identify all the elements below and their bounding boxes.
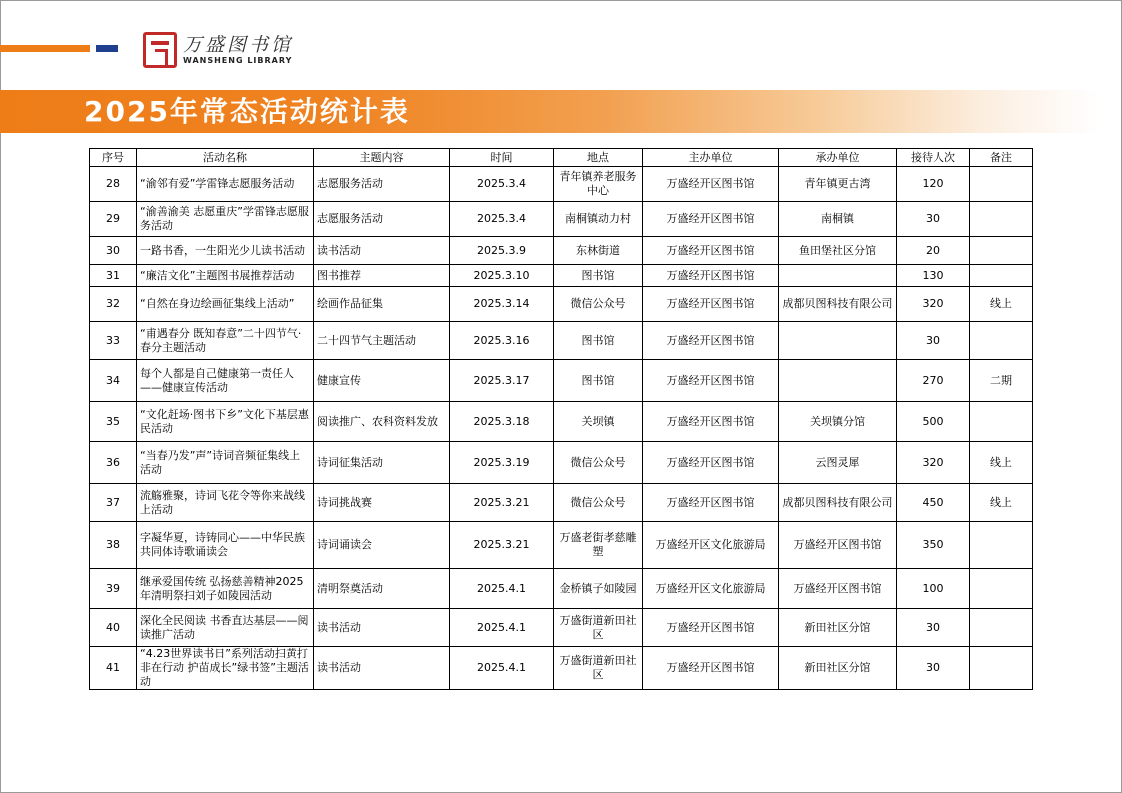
- cell-host: 万盛经开区图书馆: [643, 237, 779, 265]
- cell-host: 万盛经开区图书馆: [643, 287, 779, 322]
- cell-note: [970, 402, 1033, 442]
- cell-theme: 读书活动: [314, 237, 450, 265]
- table-row: [90, 442, 1033, 484]
- cell-organizer: [779, 265, 897, 287]
- cell-no: 39: [90, 569, 137, 609]
- cell-name: “当春乃发”声”诗词音频征集线上活动: [137, 442, 314, 484]
- cell-name: “甫遇春分 既知春意”二十四节气·春分主题活动: [137, 322, 314, 360]
- cell-visitors: 270: [897, 360, 970, 402]
- cell-no: 31: [90, 265, 137, 287]
- cell-visitors: 320: [897, 287, 970, 322]
- cell-note: 线上: [970, 442, 1033, 484]
- header-theme: 主题内容: [314, 149, 450, 167]
- cell-note: 二期: [970, 360, 1033, 402]
- cell-theme: 读书活动: [314, 609, 450, 647]
- cell-no: 29: [90, 202, 137, 237]
- cell-date: 2025.3.19: [450, 442, 554, 484]
- cell-theme: 二十四节气主题活动: [314, 322, 450, 360]
- cell-name: “文化赶场·图书下乡”文化下基层惠民活动: [137, 402, 314, 442]
- cell-date: 2025.3.4: [450, 202, 554, 237]
- cell-place: 南桐镇动力村: [554, 202, 643, 237]
- cell-theme: 诗词诵读会: [314, 522, 450, 569]
- cell-host: 万盛经开区图书馆: [643, 402, 779, 442]
- cell-place: 万盛街道新田社区: [554, 647, 643, 690]
- activity-stats-table: [89, 148, 1033, 690]
- library-logo: [143, 30, 293, 70]
- header-visitors: 接待人次: [897, 149, 970, 167]
- table-row: [90, 569, 1033, 609]
- cell-place: 图书馆: [554, 360, 643, 402]
- cell-date: 2025.4.1: [450, 647, 554, 690]
- cell-note: [970, 202, 1033, 237]
- cell-visitors: 100: [897, 569, 970, 609]
- library-logo-icon: [143, 32, 177, 68]
- cell-no: 36: [90, 442, 137, 484]
- cell-organizer: 新田社区分馆: [779, 609, 897, 647]
- cell-no: 30: [90, 237, 137, 265]
- table-row: [90, 287, 1033, 322]
- cell-place: 东林街道: [554, 237, 643, 265]
- cell-note: 线上: [970, 287, 1033, 322]
- cell-note: [970, 237, 1033, 265]
- cell-theme: 读书活动: [314, 647, 450, 690]
- cell-name: 继承爱国传统 弘扬慈善精神2025年清明祭扫刘子如陵园活动: [137, 569, 314, 609]
- cell-place: 微信公众号: [554, 484, 643, 522]
- cell-visitors: 130: [897, 265, 970, 287]
- cell-host: 万盛经开区图书馆: [643, 167, 779, 202]
- cell-date: 2025.3.16: [450, 322, 554, 360]
- cell-name: “廉洁文化”主题图书展推荐活动: [137, 265, 314, 287]
- table-row: [90, 202, 1033, 237]
- cell-date: 2025.3.17: [450, 360, 554, 402]
- cell-theme: 诗词挑战赛: [314, 484, 450, 522]
- accent-bar-orange: [0, 45, 90, 52]
- table-row: [90, 237, 1033, 265]
- table-row: [90, 522, 1033, 569]
- cell-organizer: 鱼田堡社区分馆: [779, 237, 897, 265]
- cell-host: 万盛经开区文化旅游局: [643, 522, 779, 569]
- cell-host: 万盛经开区图书馆: [643, 360, 779, 402]
- cell-visitors: 450: [897, 484, 970, 522]
- cell-theme: 阅读推广、农科资料发放: [314, 402, 450, 442]
- cell-organizer: [779, 360, 897, 402]
- cell-theme: 绘画作品征集: [314, 287, 450, 322]
- cell-name: “4.23世界读书日”系列活动扫黄打非在行动 护苗成长”绿书签”主题活动: [137, 647, 314, 690]
- table-row: [90, 609, 1033, 647]
- cell-theme: 健康宣传: [314, 360, 450, 402]
- cell-visitors: 30: [897, 609, 970, 647]
- cell-theme: 志愿服务活动: [314, 167, 450, 202]
- cell-host: 万盛经开区图书馆: [643, 484, 779, 522]
- cell-visitors: 20: [897, 237, 970, 265]
- cell-organizer: 万盛经开区图书馆: [779, 522, 897, 569]
- cell-date: 2025.3.9: [450, 237, 554, 265]
- cell-note: [970, 167, 1033, 202]
- cell-host: 万盛经开区文化旅游局: [643, 569, 779, 609]
- table-row: [90, 265, 1033, 287]
- cell-visitors: 30: [897, 647, 970, 690]
- title-banner: [0, 90, 1100, 133]
- cell-no: 28: [90, 167, 137, 202]
- cell-date: 2025.3.21: [450, 484, 554, 522]
- cell-no: 37: [90, 484, 137, 522]
- cell-note: [970, 569, 1033, 609]
- cell-visitors: 320: [897, 442, 970, 484]
- cell-organizer: 青年镇更古湾: [779, 167, 897, 202]
- table-header-row: [90, 149, 1033, 167]
- cell-place: 图书馆: [554, 322, 643, 360]
- cell-organizer: 新田社区分馆: [779, 647, 897, 690]
- cell-name: 一路书香，一生阳光少儿读书活动: [137, 237, 314, 265]
- cell-visitors: 350: [897, 522, 970, 569]
- cell-place: 关坝镇: [554, 402, 643, 442]
- cell-date: 2025.3.14: [450, 287, 554, 322]
- cell-note: [970, 322, 1033, 360]
- cell-organizer: 万盛经开区图书馆: [779, 569, 897, 609]
- cell-name: 字凝华夏，诗铸同心——中华民族共同体诗歌诵读会: [137, 522, 314, 569]
- cell-visitors: 500: [897, 402, 970, 442]
- cell-date: 2025.3.18: [450, 402, 554, 442]
- cell-theme: 图书推荐: [314, 265, 450, 287]
- cell-date: 2025.3.10: [450, 265, 554, 287]
- cell-organizer: 云图灵犀: [779, 442, 897, 484]
- cell-organizer: 成都贝图科技有限公司: [779, 287, 897, 322]
- table-row: [90, 402, 1033, 442]
- cell-no: 41: [90, 647, 137, 690]
- cell-organizer: [779, 322, 897, 360]
- cell-date: 2025.4.1: [450, 609, 554, 647]
- header-name: 活动名称: [137, 149, 314, 167]
- header-date: 时间: [450, 149, 554, 167]
- cell-date: 2025.3.21: [450, 522, 554, 569]
- header-host: 主办单位: [643, 149, 779, 167]
- header-no: 序号: [90, 149, 137, 167]
- header-place: 地点: [554, 149, 643, 167]
- cell-note: [970, 647, 1033, 690]
- cell-host: 万盛经开区图书馆: [643, 265, 779, 287]
- cell-no: 35: [90, 402, 137, 442]
- cell-visitors: 30: [897, 322, 970, 360]
- cell-place: 微信公众号: [554, 287, 643, 322]
- header-organizer: 承办单位: [779, 149, 897, 167]
- cell-name: 深化全民阅读 书香直达基层——阅读推广活动: [137, 609, 314, 647]
- cell-theme: 志愿服务活动: [314, 202, 450, 237]
- cell-date: 2025.3.4: [450, 167, 554, 202]
- cell-note: [970, 522, 1033, 569]
- cell-no: 32: [90, 287, 137, 322]
- cell-organizer: 关坝镇分馆: [779, 402, 897, 442]
- cell-host: 万盛经开区图书馆: [643, 647, 779, 690]
- cell-visitors: 30: [897, 202, 970, 237]
- cell-place: 金桥镇子如陵园: [554, 569, 643, 609]
- cell-place: 万盛老街孝慈雕塑: [554, 522, 643, 569]
- accent-bar-blue: [96, 45, 118, 52]
- cell-place: 万盛街道新田社区: [554, 609, 643, 647]
- logo-name-en: WANSHENG LIBRARY: [183, 56, 293, 65]
- cell-visitors: 120: [897, 167, 970, 202]
- table-row: [90, 360, 1033, 402]
- table-row: [90, 322, 1033, 360]
- cell-host: 万盛经开区图书馆: [643, 322, 779, 360]
- cell-host: 万盛经开区图书馆: [643, 609, 779, 647]
- cell-place: 微信公众号: [554, 442, 643, 484]
- table-row: [90, 647, 1033, 690]
- page-title: 2025年常态活动统计表: [84, 95, 410, 128]
- cell-place: 图书馆: [554, 265, 643, 287]
- cell-no: 33: [90, 322, 137, 360]
- header-note: 备注: [970, 149, 1033, 167]
- cell-host: 万盛经开区图书馆: [643, 442, 779, 484]
- cell-name: 流觞雅聚，诗词飞花令等你来战线上活动: [137, 484, 314, 522]
- table-row: [90, 167, 1033, 202]
- cell-name: 每个人都是自己健康第一责任人——健康宣传活动: [137, 360, 314, 402]
- cell-name: “渝善渝美 志愿重庆”学雷锋志愿服务活动: [137, 202, 314, 237]
- cell-host: 万盛经开区图书馆: [643, 202, 779, 237]
- cell-theme: 清明祭奠活动: [314, 569, 450, 609]
- cell-organizer: 南桐镇: [779, 202, 897, 237]
- cell-name: “渝邻有爱”学雷锋志愿服务活动: [137, 167, 314, 202]
- cell-no: 40: [90, 609, 137, 647]
- cell-theme: 诗词征集活动: [314, 442, 450, 484]
- cell-note: [970, 609, 1033, 647]
- cell-organizer: 成都贝图科技有限公司: [779, 484, 897, 522]
- cell-date: 2025.4.1: [450, 569, 554, 609]
- cell-no: 34: [90, 360, 137, 402]
- cell-name: “自然在身边绘画征集线上活动”: [137, 287, 314, 322]
- cell-note: [970, 265, 1033, 287]
- cell-place: 青年镇养老服务中心: [554, 167, 643, 202]
- logo-name-cn: 万盛图书馆: [183, 34, 294, 56]
- cell-note: 线上: [970, 484, 1033, 522]
- cell-no: 38: [90, 522, 137, 569]
- table-row: [90, 484, 1033, 522]
